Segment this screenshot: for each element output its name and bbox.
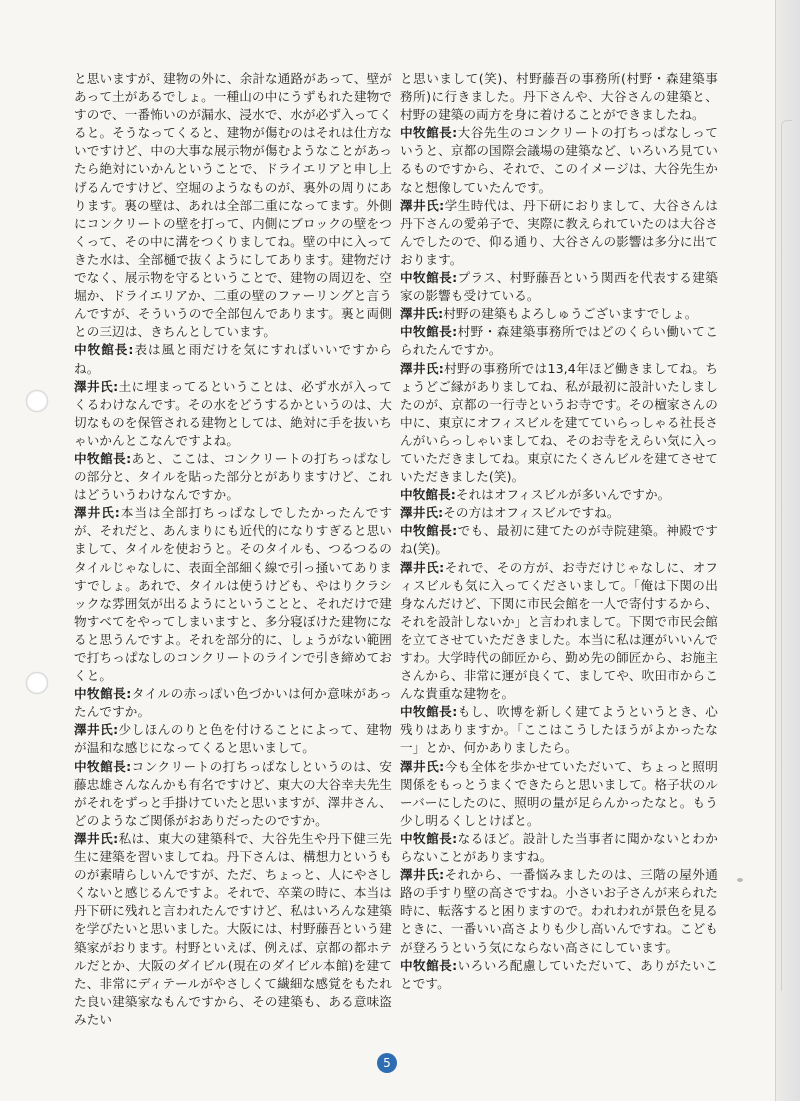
interview-paragraph [400,305,718,323]
speaker-label: 中牧館長: [400,957,458,973]
interview-paragraph [400,703,718,757]
interview-paragraph [400,323,718,359]
speaker-label: 澤井氏: [400,559,445,575]
speaker-label: 中牧館長: [400,487,456,503]
interview-paragraph [400,830,718,866]
interview-paragraph [74,70,392,341]
paragraph-text: 村野・森建築事務所ではどのくらい働いてこられたんですか。 [400,324,718,358]
speaker-label: 澤井氏: [400,306,444,322]
speaker-label: 澤井氏: [74,378,119,394]
paragraph-text: 私は、東大の建築科で、大谷先生や丹下健三先生に建築を習いましてね。丹下さんは、構想力というものが素晴らしいんですが、ただ、ちょっと、人にやさしくないと感じるんですよ。それで、卒業の時に、本当は丹下研に残れと言われたんですけど、私はいろんな建築を学びたいと思いました。大阪には、村野藤吾という建築家がおります。村野といえば、例えば、京都の都ホテルだとか、大阪のダイビル(現在のダイビル本館)を建てた、非常にディテールがやさしくて繊細な感覚をもたれた良い建築家なもんですから、その建築も、ある意味盗みたい [74,830,392,1027]
interview-paragraph [74,450,392,504]
interview-paragraph [74,830,392,1029]
paragraph-text: それはオフィスビルが多いんですか。 [455,487,671,503]
page-number: 5 [377,1053,397,1073]
left-column [74,70,392,1029]
speaker-label: 中牧館長: [74,342,134,358]
speaker-label: 中牧館長: [74,686,132,702]
scan-speck [737,878,743,882]
interview-paragraph [400,486,718,504]
interview-paragraph [400,269,718,305]
binder-hole-top [26,390,48,412]
paragraph-text: もし、吹博を新しく建てようというとき、心残りはありますか。「ここはこうしたほうがよかったな一」とか、何かありましたら。 [400,704,718,756]
speaker-label: 中牧館長: [400,270,458,286]
speaker-label: 澤井氏: [74,505,120,521]
interview-paragraph [74,378,392,450]
interview-paragraph [400,522,718,558]
speaker-label: 澤井氏: [400,360,444,376]
paragraph-text: あと、ここは、コンクリートの打ちっぱなしの部分と、タイルを貼った部分とがありますけど、これはどういうわけなんですか。 [74,450,392,503]
speaker-label: 澤井氏: [400,867,445,883]
interview-paragraph [400,957,718,993]
paragraph-text: と思いますが、建物の外に、余計な通路があって、壁があって土があるでしょ。一種山の中にうずもれた建物ですので、一番怖いのが漏水、浸水で、水が必ず入ってくると。そうなってくると、建物が傷むのはそれは仕方ないですけど、中の大事な展示物が傷むようなことがあったら絶対にいかんということで、ドライエリアと申し上げるんですけど、空堀のようなものが、裏外の周りにあります。裏の壁は、あれは全部二重になってます。外側にコンクリートの壁を打って、内側にブロックの壁をつくって、その中に溝をつくりましてね。壁の中に入ってきた水は、全部樋で抜くようにしてあります。建物だけでなく、展示物を守るということで、建物の周辺を、空堀か、ドライエリアか、二重の壁のファーリングと言うんですが、そういうので全部包んであります。裏と両側との三辺は、きちんとしています。 [74,71,392,340]
interview-paragraph [400,197,718,269]
binder-hole-bottom [26,672,48,694]
speaker-label: 澤井氏: [74,722,119,738]
speaker-label: 中牧館長: [400,704,458,720]
right-column [400,70,718,993]
paragraph-text: タイルの赤っぽい色づかいは何か意味があったんですか。 [74,686,392,720]
speaker-label: 澤井氏: [74,830,119,846]
speaker-label: 中牧館長: [74,758,132,774]
paragraph-text: 表は風と雨だけを気にすればいいですからね。 [74,342,392,376]
interview-paragraph [400,124,718,196]
interview-paragraph [400,360,718,487]
paragraph-text: 村野の事務所では13,4年ほど働きましてね。ちょうどご縁がありましてね、私が最初に設計いたしましたのが、京都の一行寺というお寺です。その檀家さんの中に、東京にオフィスビルを建てていらっしゃる社長さんがいらっしゃいましてね、そのお寺をえらい気に入っていただきましてね。東京にたくさんビルを建てさせていただきました(笑)。 [400,360,718,485]
interview-paragraph [74,685,392,721]
paragraph-text: コンクリートの打ちっぱなしというのは、安藤忠雄さんなんかも有名ですけど、東大の大谷幸夫先生がそれをずっと手掛けていたと思いますが、澤井さん、どのようなご関係がおありだったのですか。 [74,758,392,828]
interview-paragraph [400,866,718,956]
interview-paragraph [74,504,392,685]
page-edge [775,0,800,1101]
paragraph-text: それで、その方が、お寺だけじゃなしに、オフィスビルも気に入ってくださいまして。「俺は下関の出身なんだけど、下関に市民会館を一人で寄付するから、それを設計しないか」と言われまして。下関で市民会館を立てさせていただきました。本当に私は運がいいんですわ。大学時代の師匠から、勤め先の師匠から、お施主さんから、非常に運が良くて、ましてや、吹田市からこんな貴重な建物を。 [400,559,718,702]
paragraph-text: と思いまして(笑)、村野藤吾の事務所(村野・森建築事務所)に行きました。丹下さんや、大谷さんの建築と、村野の建築の両方を身に着けることができましたね。 [400,71,718,123]
speaker-label: 澤井氏: [400,197,445,213]
paragraph-text: 少しほんのりと色を付けることによって、建物が温和な感じになってくると思いまして。 [74,722,392,756]
interview-paragraph [400,70,718,124]
paragraph-text: 村野の建築もよろしゅうございますでしょ。 [443,306,698,322]
page-edge-fold [781,120,792,991]
paragraph-text: いろいろ配慮していただいて、ありがたいことです。 [400,957,718,991]
interview-paragraph [74,721,392,757]
interview-paragraph [74,341,392,377]
interview-paragraph [400,758,718,830]
speaker-label: 澤井氏: [400,505,444,521]
paragraph-text: 今も全体を歩かせていただいて、ちょっと照明関係をもっとうまくできたらと思いまして。格子状のルーバーにしたのに、照明の量が足らんかったなと。もう少し明るくしとけばと。 [400,758,718,828]
paragraph-text: なるほど。設計した当事者に聞かないとわからないことがありますね。 [400,830,718,865]
paragraph-text: 本当は全部打ちっぱなしでしたかったんですが、それだと、あんまりにも近代的になりすぎると思いまして、タイルを使おうと。そのタイルも、つるつるのタイルじゃなしに、表面全部細く線で引っ掻いてありますでしょ。あれで、タイルは使うけども、やはりクラシックな雰囲気が出るようにということと、それだけで建物すべてをやってしまいますと、多分寝ぼけた建物になると思うんですよ。それを部分的に、しょうがない範囲で打ちっぱなしのコンクリートのラインで引き締めておくと。 [74,505,393,684]
paragraph-text: 土に埋まってるということは、必ず水が入ってくるわけなんです。その水をどうするかというのは、大切なものを保管される建物としては、絶対に手を抜いちゃいかんとこなんですよね。 [74,378,392,448]
speaker-label: 中牧館長: [400,324,458,340]
speaker-label: 中牧館長: [74,450,132,466]
paragraph-text: でも、最初に建てたのが寺院建築。神殿ですね(笑)。 [400,523,718,557]
paragraph-text: それから、一番悩みましたのは、三階の屋外通路の手すり壁の高さですね。小さいお子さんが来られた時に、転落すると困りますので。われわれが景色を見るときに、一番いい高さよりも少し高いんですね。こどもが登ろうという気にならない高さにしています。 [400,867,718,955]
paragraph-text: 大谷先生のコンクリートの打ちっぱなしっていうと、京都の国際会議場の建築など、いろいろ見ているものですから、それで、このイメージは、大谷先生かなと想像していたんです。 [400,125,718,195]
speaker-label: 澤井氏: [400,758,445,774]
paragraph-text: 学生時代は、丹下研におりまして、大谷さんは丹下さんの愛弟子で、実際に教えられていたのは大谷さんでしたので、仰る通り、大谷さんの影響は多分に出ております。 [400,197,718,267]
paragraph-text: プラス、村野藤吾という関西を代表する建築家の影響も受けている。 [400,270,718,304]
interview-paragraph [400,559,718,704]
speaker-label: 中牧館長: [400,125,458,141]
paragraph-text: その方はオフィスビルですね。 [443,505,620,521]
interview-paragraph [400,504,718,522]
speaker-label: 中牧館長: [400,830,458,846]
speaker-label: 中牧館長: [400,523,458,539]
interview-paragraph [74,758,392,830]
